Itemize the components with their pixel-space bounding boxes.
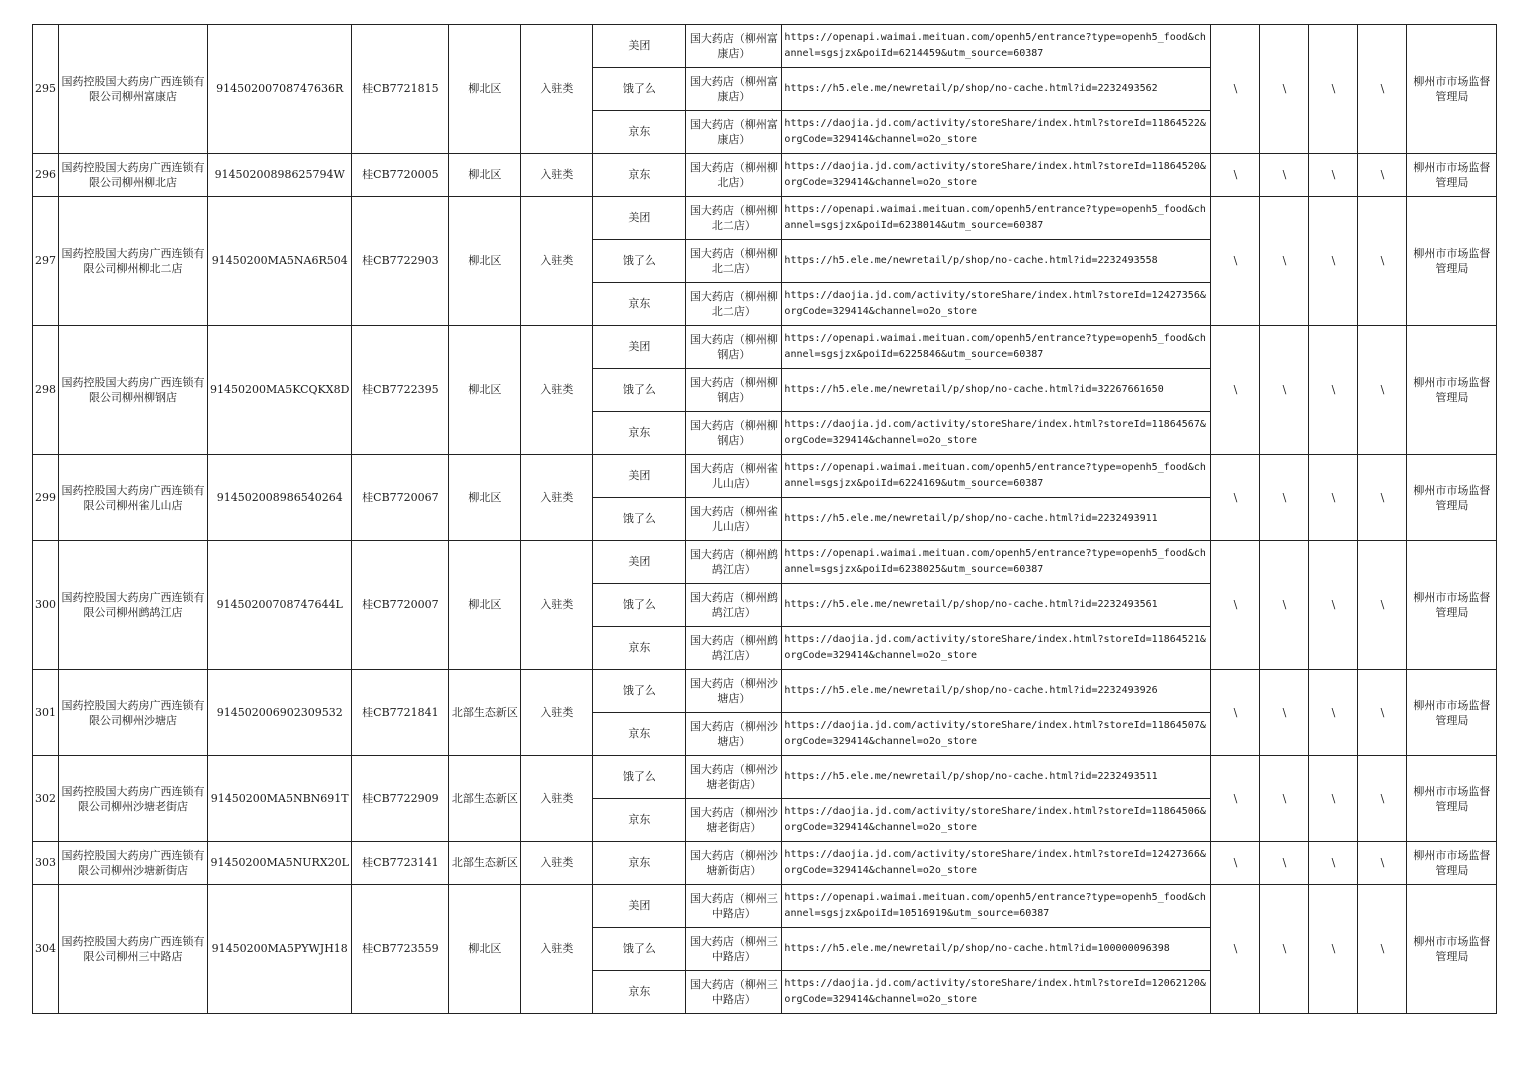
license-number: 桂CB7722909	[352, 756, 449, 842]
category: 入驻类	[521, 885, 593, 1014]
empty-field-3: \	[1309, 885, 1358, 1014]
empty-field-1: \	[1211, 670, 1260, 756]
company-name: 国药控股国大药房广西连锁有限公司柳州沙塘店	[59, 670, 208, 756]
category: 入驻类	[521, 197, 593, 326]
table-row	[33, 455, 1497, 498]
license-number: 桂CB7720067	[352, 455, 449, 541]
entry-number: 300	[33, 541, 59, 670]
company-name: 国药控股国大药房广西连锁有限公司柳州富康店	[59, 25, 208, 154]
entry-number: 302	[33, 756, 59, 842]
platform-name: 京东	[593, 799, 686, 842]
credit-code: 91450200MA5NA6R504	[208, 197, 352, 326]
store-url: https://h5.ele.me/newretail/p/shop/no-cache.html?id=2232493511	[782, 756, 1211, 799]
category: 入驻类	[521, 541, 593, 670]
empty-field-1: \	[1211, 326, 1260, 455]
empty-field-3: \	[1309, 326, 1358, 455]
store-url: https://h5.ele.me/newretail/p/shop/no-cache.html?id=32267661650	[782, 369, 1211, 412]
empty-field-1: \	[1211, 885, 1260, 1014]
store-name: 国大药店（柳州柳钢店）	[686, 412, 782, 455]
store-name: 国大药店（柳州富康店）	[686, 25, 782, 68]
store-url: https://openapi.waimai.meituan.com/openh5/entrance?type=openh5_food&channel=sgsjzx&poiId=6214459&utm_source=60387	[782, 25, 1211, 68]
category: 入驻类	[521, 25, 593, 154]
table-row	[33, 326, 1497, 369]
platform-name: 京东	[593, 627, 686, 670]
platform-name: 饿了么	[593, 498, 686, 541]
store-url: https://daojia.jd.com/activity/storeShare/index.html?storeId=12427356&orgCode=329414&channel=o2o_store	[782, 283, 1211, 326]
platform-name: 美团	[593, 326, 686, 369]
store-name: 国大药店（柳州柳北二店）	[686, 197, 782, 240]
credit-code: 91450200MA5NBN691T	[208, 756, 352, 842]
supervising-authority: 柳州市市场监督管理局	[1407, 455, 1497, 541]
store-url: https://openapi.waimai.meituan.com/openh5/entrance?type=openh5_food&channel=sgsjzx&poiId=6238014&utm_source=60387	[782, 197, 1211, 240]
platform-name: 饿了么	[593, 756, 686, 799]
store-name: 国大药店（柳州柳钢店）	[686, 369, 782, 412]
store-name: 国大药店（柳州雀儿山店）	[686, 455, 782, 498]
table-row	[33, 541, 1497, 584]
table-row	[33, 154, 1497, 197]
entry-number: 296	[33, 154, 59, 197]
platform-name: 京东	[593, 713, 686, 756]
store-url: https://h5.ele.me/newretail/p/shop/no-cache.html?id=2232493561	[782, 584, 1211, 627]
license-number: 桂CB7720005	[352, 154, 449, 197]
district: 柳北区	[449, 541, 521, 670]
district: 柳北区	[449, 455, 521, 541]
store-name: 国大药店（柳州三中路店）	[686, 971, 782, 1014]
store-url: https://h5.ele.me/newretail/p/shop/no-cache.html?id=2232493926	[782, 670, 1211, 713]
credit-code: 914502008986540264	[208, 455, 352, 541]
empty-field-3: \	[1309, 25, 1358, 154]
supervising-authority: 柳州市市场监督管理局	[1407, 842, 1497, 885]
store-name: 国大药店（柳州三中路店）	[686, 928, 782, 971]
empty-field-2: \	[1260, 842, 1309, 885]
empty-field-3: \	[1309, 842, 1358, 885]
empty-field-2: \	[1260, 455, 1309, 541]
table-row	[33, 25, 1497, 68]
store-url: https://daojia.jd.com/activity/storeShare/index.html?storeId=11864520&orgCode=329414&channel=o2o_store	[782, 154, 1211, 197]
platform-name: 京东	[593, 842, 686, 885]
empty-field-2: \	[1260, 25, 1309, 154]
empty-field-2: \	[1260, 670, 1309, 756]
store-url: https://daojia.jd.com/activity/storeShare/index.html?storeId=11864506&orgCode=329414&channel=o2o_store	[782, 799, 1211, 842]
empty-field-2: \	[1260, 326, 1309, 455]
license-number: 桂CB7720007	[352, 541, 449, 670]
store-url: https://h5.ele.me/newretail/p/shop/no-cache.html?id=2232493562	[782, 68, 1211, 111]
store-url: https://daojia.jd.com/activity/storeShare/index.html?storeId=12062120&orgCode=329414&channel=o2o_store	[782, 971, 1211, 1014]
credit-code: 91450200708747636R	[208, 25, 352, 154]
store-name: 国大药店（柳州鹧鸪江店）	[686, 541, 782, 584]
store-name: 国大药店（柳州柳北店）	[686, 154, 782, 197]
empty-field-4: \	[1358, 326, 1407, 455]
store-name: 国大药店（柳州沙塘新街店）	[686, 842, 782, 885]
empty-field-1: \	[1211, 455, 1260, 541]
credit-code: 91450200708747644L	[208, 541, 352, 670]
store-name: 国大药店（柳州鹧鸪江店）	[686, 584, 782, 627]
district: 柳北区	[449, 197, 521, 326]
table-row	[33, 756, 1497, 799]
empty-field-4: \	[1358, 885, 1407, 1014]
license-number: 桂CB7723141	[352, 842, 449, 885]
platform-name: 美团	[593, 455, 686, 498]
empty-field-3: \	[1309, 670, 1358, 756]
store-name: 国大药店（柳州富康店）	[686, 111, 782, 154]
registry-table-sheet	[32, 24, 1497, 1014]
company-name: 国药控股国大药房广西连锁有限公司柳州鹧鸪江店	[59, 541, 208, 670]
platform-name: 饿了么	[593, 369, 686, 412]
company-name: 国药控股国大药房广西连锁有限公司柳州沙塘新街店	[59, 842, 208, 885]
empty-field-1: \	[1211, 25, 1260, 154]
store-url: https://daojia.jd.com/activity/storeShare/index.html?storeId=11864507&orgCode=329414&channel=o2o_store	[782, 713, 1211, 756]
store-url: https://openapi.waimai.meituan.com/openh5/entrance?type=openh5_food&channel=sgsjzx&poiId=6238025&utm_source=60387	[782, 541, 1211, 584]
credit-code: 91450200MA5KCQKX8D	[208, 326, 352, 455]
company-name: 国药控股国大药房广西连锁有限公司柳州柳北店	[59, 154, 208, 197]
supervising-authority: 柳州市市场监督管理局	[1407, 326, 1497, 455]
empty-field-4: \	[1358, 670, 1407, 756]
platform-name: 饿了么	[593, 670, 686, 713]
credit-code: 91450200MA5PYWJH18	[208, 885, 352, 1014]
company-name: 国药控股国大药房广西连锁有限公司柳州柳北二店	[59, 197, 208, 326]
empty-field-1: \	[1211, 197, 1260, 326]
empty-field-4: \	[1358, 154, 1407, 197]
store-url: https://h5.ele.me/newretail/p/shop/no-cache.html?id=2232493911	[782, 498, 1211, 541]
empty-field-1: \	[1211, 154, 1260, 197]
store-name: 国大药店（柳州富康店）	[686, 68, 782, 111]
category: 入驻类	[521, 326, 593, 455]
platform-name: 京东	[593, 412, 686, 455]
store-name: 国大药店（柳州柳北二店）	[686, 240, 782, 283]
store-url: https://daojia.jd.com/activity/storeShare/index.html?storeId=11864567&orgCode=329414&channel=o2o_store	[782, 412, 1211, 455]
table-row	[33, 842, 1497, 885]
entry-number: 301	[33, 670, 59, 756]
entry-number: 303	[33, 842, 59, 885]
empty-field-1: \	[1211, 842, 1260, 885]
category: 入驻类	[521, 670, 593, 756]
empty-field-2: \	[1260, 197, 1309, 326]
store-name: 国大药店（柳州沙塘老街店）	[686, 756, 782, 799]
supervising-authority: 柳州市市场监督管理局	[1407, 756, 1497, 842]
store-name: 国大药店（柳州柳北二店）	[686, 283, 782, 326]
entry-number: 298	[33, 326, 59, 455]
platform-name: 饿了么	[593, 584, 686, 627]
entry-number: 297	[33, 197, 59, 326]
empty-field-3: \	[1309, 197, 1358, 326]
empty-field-2: \	[1260, 756, 1309, 842]
platform-name: 美团	[593, 197, 686, 240]
store-url: https://daojia.jd.com/activity/storeShare/index.html?storeId=11864522&orgCode=329414&channel=o2o_store	[782, 111, 1211, 154]
store-url: https://openapi.waimai.meituan.com/openh5/entrance?type=openh5_food&channel=sgsjzx&poiId=6224169&utm_source=60387	[782, 455, 1211, 498]
empty-field-3: \	[1309, 756, 1358, 842]
district: 北部生态新区	[449, 842, 521, 885]
supervising-authority: 柳州市市场监督管理局	[1407, 670, 1497, 756]
store-name: 国大药店（柳州三中路店）	[686, 885, 782, 928]
registry-table	[32, 24, 1497, 1014]
store-name: 国大药店（柳州鹧鸪江店）	[686, 627, 782, 670]
store-name: 国大药店（柳州沙塘店）	[686, 670, 782, 713]
district: 柳北区	[449, 885, 521, 1014]
store-url: https://daojia.jd.com/activity/storeShare/index.html?storeId=12427366&orgCode=329414&channel=o2o_store	[782, 842, 1211, 885]
supervising-authority: 柳州市市场监督管理局	[1407, 541, 1497, 670]
platform-name: 京东	[593, 283, 686, 326]
platform-name: 饿了么	[593, 240, 686, 283]
license-number: 桂CB7723559	[352, 885, 449, 1014]
empty-field-4: \	[1358, 455, 1407, 541]
empty-field-3: \	[1309, 541, 1358, 670]
district: 北部生态新区	[449, 670, 521, 756]
supervising-authority: 柳州市市场监督管理局	[1407, 25, 1497, 154]
empty-field-4: \	[1358, 197, 1407, 326]
store-url: https://h5.ele.me/newretail/p/shop/no-cache.html?id=100000096398	[782, 928, 1211, 971]
license-number: 桂CB7722903	[352, 197, 449, 326]
district: 北部生态新区	[449, 756, 521, 842]
supervising-authority: 柳州市市场监督管理局	[1407, 154, 1497, 197]
platform-name: 饿了么	[593, 928, 686, 971]
store-url: https://daojia.jd.com/activity/storeShare/index.html?storeId=11864521&orgCode=329414&channel=o2o_store	[782, 627, 1211, 670]
company-name: 国药控股国大药房广西连锁有限公司柳州雀儿山店	[59, 455, 208, 541]
store-name: 国大药店（柳州柳钢店）	[686, 326, 782, 369]
registry-rows	[33, 25, 1497, 1014]
license-number: 桂CB7722395	[352, 326, 449, 455]
entry-number: 304	[33, 885, 59, 1014]
empty-field-4: \	[1358, 25, 1407, 154]
table-row	[33, 197, 1497, 240]
category: 入驻类	[521, 842, 593, 885]
credit-code: 91450200898625794W	[208, 154, 352, 197]
company-name: 国药控股国大药房广西连锁有限公司柳州柳钢店	[59, 326, 208, 455]
platform-name: 饿了么	[593, 68, 686, 111]
supervising-authority: 柳州市市场监督管理局	[1407, 885, 1497, 1014]
empty-field-3: \	[1309, 154, 1358, 197]
supervising-authority: 柳州市市场监督管理局	[1407, 197, 1497, 326]
license-number: 桂CB7721841	[352, 670, 449, 756]
company-name: 国药控股国大药房广西连锁有限公司柳州沙塘老街店	[59, 756, 208, 842]
empty-field-4: \	[1358, 756, 1407, 842]
platform-name: 京东	[593, 111, 686, 154]
empty-field-1: \	[1211, 541, 1260, 670]
platform-name: 美团	[593, 885, 686, 928]
empty-field-3: \	[1309, 455, 1358, 541]
category: 入驻类	[521, 455, 593, 541]
store-url: https://openapi.waimai.meituan.com/openh5/entrance?type=openh5_food&channel=sgsjzx&poiId=6225846&utm_source=60387	[782, 326, 1211, 369]
credit-code: 914502006902309532	[208, 670, 352, 756]
store-name: 国大药店（柳州沙塘老街店）	[686, 799, 782, 842]
district: 柳北区	[449, 326, 521, 455]
license-number: 桂CB7721815	[352, 25, 449, 154]
platform-name: 京东	[593, 971, 686, 1014]
empty-field-2: \	[1260, 541, 1309, 670]
platform-name: 京东	[593, 154, 686, 197]
table-row	[33, 885, 1497, 928]
table-row	[33, 670, 1497, 713]
company-name: 国药控股国大药房广西连锁有限公司柳州三中路店	[59, 885, 208, 1014]
empty-field-2: \	[1260, 885, 1309, 1014]
store-url: https://h5.ele.me/newretail/p/shop/no-cache.html?id=2232493558	[782, 240, 1211, 283]
empty-field-4: \	[1358, 541, 1407, 670]
empty-field-1: \	[1211, 756, 1260, 842]
empty-field-2: \	[1260, 154, 1309, 197]
store-url: https://openapi.waimai.meituan.com/openh5/entrance?type=openh5_food&channel=sgsjzx&poiId=10516919&utm_source=60387	[782, 885, 1211, 928]
entry-number: 299	[33, 455, 59, 541]
district: 柳北区	[449, 154, 521, 197]
district: 柳北区	[449, 25, 521, 154]
platform-name: 美团	[593, 541, 686, 584]
store-name: 国大药店（柳州雀儿山店）	[686, 498, 782, 541]
credit-code: 91450200MA5NURX20L	[208, 842, 352, 885]
category: 入驻类	[521, 154, 593, 197]
empty-field-4: \	[1358, 842, 1407, 885]
category: 入驻类	[521, 756, 593, 842]
platform-name: 美团	[593, 25, 686, 68]
entry-number: 295	[33, 25, 59, 154]
store-name: 国大药店（柳州沙塘店）	[686, 713, 782, 756]
